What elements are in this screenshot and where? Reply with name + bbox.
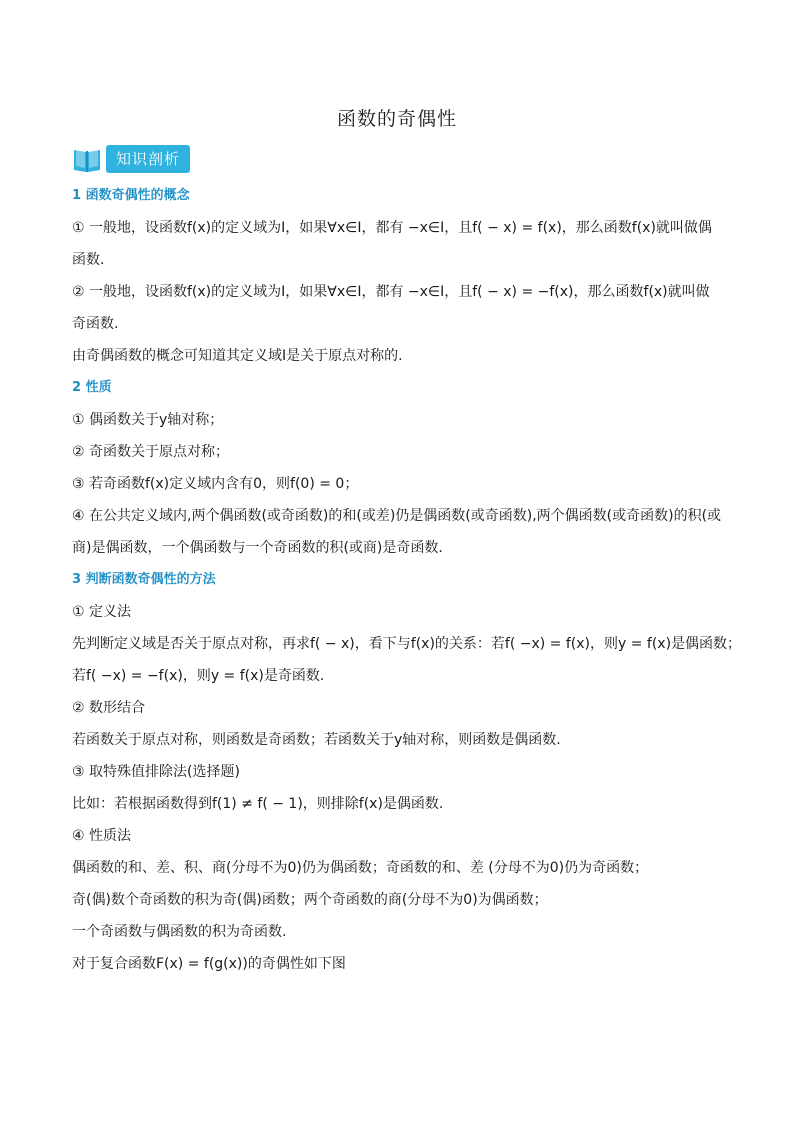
text-line: ① 偶函数关于y轴对称； xyxy=(72,412,224,428)
text-line: ③ 取特殊值排除法(选择题) xyxy=(72,764,240,780)
text-line: 奇(偶)数个奇函数的积为奇(偶)函数；两个奇函数的商(分母不为0)为偶函数； xyxy=(72,892,548,908)
open-book-icon xyxy=(72,144,102,174)
text-line: ① 定义法 xyxy=(72,604,132,620)
section-heading-1: 1 函数奇偶性的概念 xyxy=(72,188,190,203)
text-line: 若函数关于原点对称，则函数是奇函数；若函数关于y轴对称，则函数是偶函数. xyxy=(72,732,561,748)
banner-label: 知识剖析 xyxy=(106,145,190,173)
text-line: ④ 性质法 xyxy=(72,828,132,844)
text-line: 商)是偶函数，一个偶函数与一个奇函数的积(或商)是奇函数. xyxy=(72,540,443,556)
text-line: 比如：若根据函数得到f(1) ≠ f( − 1)，则排除f(x)是偶函数. xyxy=(72,796,444,812)
section-banner xyxy=(72,144,190,174)
text-line: ② 一般地，设函数f(x)的定义域为I，如果∀x∈I，都有 −x∈I，且f( − x) = −f(x)，那么函数f(x)就叫做 xyxy=(72,284,710,300)
text-line: 若f( −x) = −f(x)，则y = f(x)是奇函数. xyxy=(72,668,325,684)
text-line: ① 一般地，设函数f(x)的定义域为I，如果∀x∈I，都有 −x∈I，且f( − x) = f(x)，那么函数f(x)就叫做偶 xyxy=(72,220,712,236)
text-line: 由奇偶函数的概念可知道其定义域I是关于原点对称的. xyxy=(72,348,403,364)
section-heading-2: 2 性质 xyxy=(72,380,112,395)
text-line: 函数. xyxy=(72,252,105,268)
text-line: 一个奇函数与偶函数的积为奇函数. xyxy=(72,924,287,940)
text-line: 偶函数的和、差、积、商(分母不为0)仍为偶函数；奇函数的和、差 (分母不为0)仍为奇函数； xyxy=(72,860,649,876)
text-line: 对于复合函数F(x) = f(g(x))的奇偶性如下图 xyxy=(72,956,346,972)
section-heading-3: 3 判断函数奇偶性的方法 xyxy=(72,572,216,587)
text-line: ② 奇函数关于原点对称； xyxy=(72,444,230,460)
text-line: ③ 若奇函数f(x)定义域内含有0，则f(0) = 0； xyxy=(72,476,359,492)
page-title: 函数的奇偶性 xyxy=(336,108,457,130)
text-line: ② 数形结合 xyxy=(72,700,146,716)
text-line: 先判断定义域是否关于原点对称，再求f( − x)，看下与f(x)的关系：若f( −x) = f(x)，则y = f(x)是偶函数； xyxy=(72,636,742,652)
text-line: 奇函数. xyxy=(72,316,119,332)
text-line: ④ 在公共定义域内,两个偶函数(或奇函数)的和(或差)仍是偶函数(或奇函数),两个偶函数(或奇函数)的积(或 xyxy=(72,508,722,524)
